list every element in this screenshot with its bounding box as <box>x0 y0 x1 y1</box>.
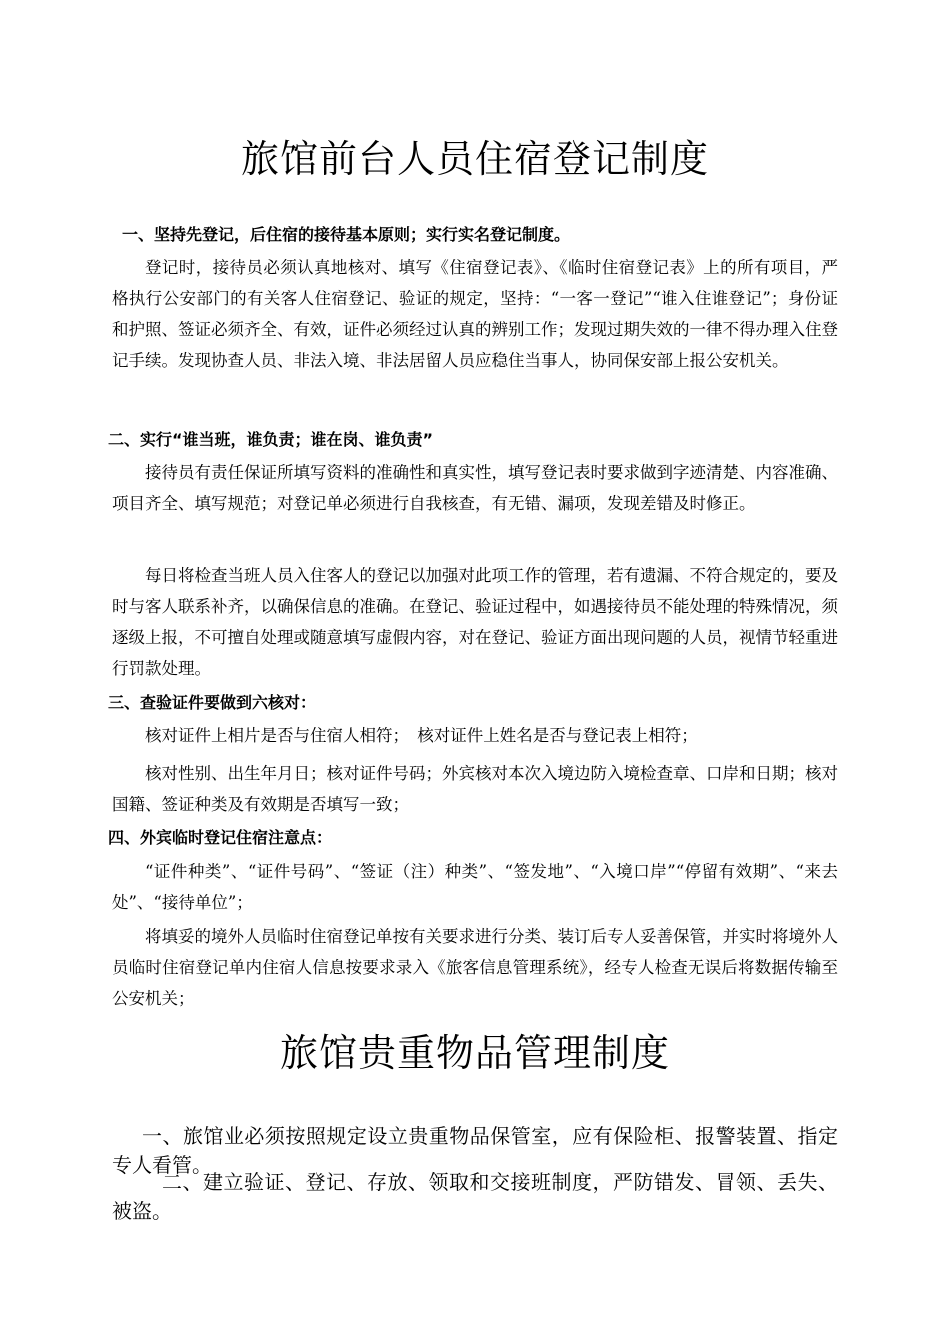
section-3-heading: 三、查验证件要做到六核对： <box>108 693 317 712</box>
section-2-paragraph-2: 每日将检查当班人员入住客人的登记以加强对此项工作的管理，若有遗漏、不符合规定的，要及时与客人联系补齐，以确保信息的准确。在登记、验证过程中，如遇接待员不能处理的特殊情况，须逐级上报，不可擅自处理或随意填写虚假内容，对在登记、验证方面出现问题的人员，视情节轻重进行罚款处理。 <box>112 566 838 678</box>
section-2-paragraph-1: 接待员有责任保证所填写资料的准确性和真实性，填写登记表时要求做到字迹清楚、内容准确、项目齐全、填写规范；对登记单必须进行自我核查，有无错、漏项，发现差错及时修正。 <box>112 463 838 513</box>
title-registration-policy: 旅馆前台人员住宿登记制度 <box>240 137 709 181</box>
section-3-paragraph-2: 核对性别、出生年月日；核对证件号码；外宾核对本次入境边防入境检查章、口岸和日期；核对国籍、签证种类及有效期是否填写一致； <box>112 764 838 814</box>
section-1-heading: 一、坚持先登记，后住宿的接待基本原则；实行实名登记制度。 <box>122 225 571 244</box>
valuables-item-2: 二、建立验证、登记、存放、领取和交接班制度，严防错发、冒领、丢失、被盗。 <box>112 1170 838 1223</box>
title-valuables-policy: 旅馆贵重物品管理制度 <box>279 1031 670 1075</box>
section-3-paragraph-1: 核对证件上相片是否与住宿人相符； 核对证件上姓名是否与登记表上相符； <box>145 726 698 745</box>
section-4-heading: 四、外宾临时登记住宿注意点： <box>108 828 333 847</box>
section-4-paragraph-2: 将填妥的境外人员临时住宿登记单按有关要求进行分类、装订后专人妥善保管，并实时将境外人员临时住宿登记单内住宿人信息按要求录入《旅客信息管理系统》，经专人检查无误后将数据传输至公安机关； <box>112 927 838 1008</box>
section-1-paragraph-1: 登记时，接待员必须认真地核对、填写《住宿登记表》、《临时住宿登记表》上的所有项目，严 格执行公安部门的有关客人住宿登记、验证的规定，坚持：“一客一登记”“谁入住谁登记”；身份证和护照、签证必须齐全、有效，证件必须经过认真的辨别工作；发现过期失效的一律不得办理入住登记手续。发现协查人员、非法入境、非法居留人员应稳住当事人，协同保安部上报公安机关。 <box>112 258 838 370</box>
section-2-heading: 二、实行“谁当班，谁负责；谁在岗、谁负责” <box>108 430 434 449</box>
valuables-item-1: 一、旅馆业必须按照规定设立贵重物品保管室，应有保险柜、报警装置、指定专人看管。 <box>112 1124 838 1177</box>
section-4-paragraph-1: “证件种类”、“证件号码”、“签证（注）种类”、“签发地”、“入境口岸”“停留有效期”、“来去处”、“接待单位”； <box>112 862 838 912</box>
